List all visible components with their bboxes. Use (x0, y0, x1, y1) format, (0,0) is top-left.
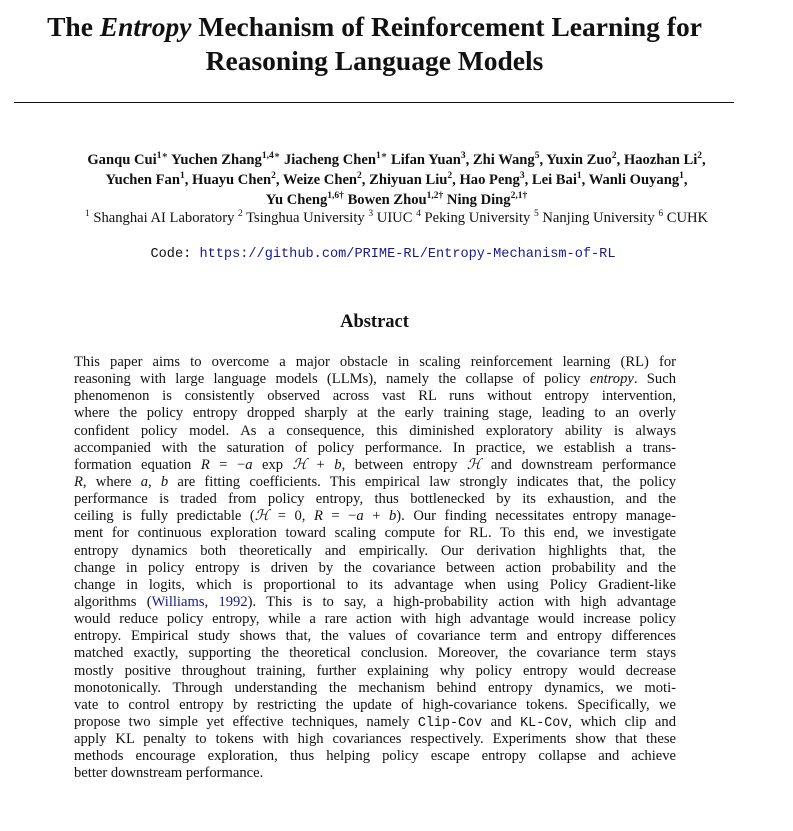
abstract-line: entropy. Empirical study shows that, the values of covariance term and entropy differences (74, 628, 676, 645)
author-name: Yuchen Zhang (171, 152, 262, 168)
paper-title (0, 10, 749, 78)
author-name: Wanli Ouyang (588, 172, 680, 188)
abstract-line: This paper aims to overcome a major obstacle in scaling reinforcement learning (RL) for (74, 354, 676, 370)
title-post: Mechanism of Reinforcement Learning for (191, 11, 702, 42)
author-name: Zhiyuan Liu (369, 172, 448, 188)
author-name: Huayu Chen (191, 172, 272, 188)
abstract-line: vate to control entropy by restricting the update of high-covariance tokens. Specifically, we (74, 696, 676, 713)
title-line-2: Reasoning Language Models (205, 45, 544, 76)
affiliation: $^5$ Nanjing University (533, 209, 655, 226)
abstract-line: change in policy entropy is driven by the covariance between action probability and the (74, 559, 676, 576)
author-affiliation-mark: 1,4∗ (261, 151, 281, 162)
math-symbol: a (245, 456, 253, 473)
abstract-line: monotonically. Through understanding the mechanism behind entropy dynamics, we moti- (74, 679, 676, 696)
author-name: Lei Bai (531, 172, 577, 188)
author: Lifan Yuan$^3$, (390, 151, 473, 168)
abstract-line: entropy dynamics both theoretically and empirically. Our derivation highlights that, the (74, 542, 676, 559)
author: Yuchen Fan$^1$, (105, 171, 192, 188)
author: Zhi Wang$^5$, (472, 151, 547, 168)
author-name: Haozhan Li (623, 152, 698, 168)
author: Hao Peng$^3$, (459, 171, 532, 188)
affiliation: $^6$ CUHK (658, 209, 709, 226)
author-affiliation-mark: 2 (611, 151, 617, 162)
author (348, 192, 447, 208)
abstract-line: reasoning with large language models (LLMs), namely the collapse of policy entropy. Such (74, 371, 676, 388)
math-symbol: R (313, 508, 323, 525)
abstract-line: accompanied with the saturation of policy performance. In practice, we establish a trans- (74, 439, 676, 456)
author-affiliation-mark: 1∗ (156, 151, 169, 162)
abstract-line: apply KL penalty to tokens with high covariances respectively. Experiments show that these (74, 731, 676, 748)
method-name: Clip-Cov (417, 715, 483, 731)
author-name: Zhi Wang (472, 152, 535, 168)
code-link-line (0, 245, 766, 265)
author-name: Yu Cheng (265, 192, 328, 208)
affiliation: $^1$ Shanghai AI Laboratory (84, 209, 235, 226)
title-line-1 (0, 10, 749, 44)
abstract-body (74, 354, 676, 783)
author-affiliation-mark: 2 (271, 171, 276, 182)
author-affiliation-mark: 3 (519, 171, 525, 182)
author-affiliation-mark: 5 (534, 151, 540, 162)
author-name: Bowen Zhou (347, 192, 427, 208)
author-affiliation-mark: 1,2† (426, 191, 444, 202)
author: Lei Bai$^1$, (531, 171, 589, 188)
abstract-heading: Abstract (340, 312, 409, 332)
math-symbol: b (160, 473, 169, 490)
affiliation-list (0, 208, 793, 228)
affiliation-number: 3 (368, 209, 374, 220)
abstract-line: phenomenon is consistently observed across vast RL runs without entropy intervention, (74, 388, 676, 405)
citation-link[interactable]: 1992 (218, 593, 248, 610)
author-name: Lifan Yuan (390, 152, 461, 168)
author-affiliation-mark: 2,1† (510, 191, 528, 202)
title-emphasis: Entropy (99, 11, 192, 42)
abstract-line: propose two simple yet effective techniques, namely Clip-Cov and KL-Cov, which clip and (74, 713, 677, 731)
abstract-line: better downstream performance. (74, 765, 264, 782)
abstract-line: mostly positive throughout training, further explaining why policy entropy would decrease (74, 662, 676, 679)
author-name: Yuxin Zuo (546, 152, 612, 168)
math-symbol: b (389, 508, 397, 525)
author-name: Ganqu Cui (87, 152, 157, 168)
author-name: Hao Peng (459, 172, 520, 188)
abstract-line: ment for continuous exploration toward scaling compute for RL. To this end, we investigate (74, 525, 676, 542)
author (447, 192, 527, 208)
author-affiliation-mark: 2 (447, 171, 453, 182)
affiliation: $^4$ Peking University (416, 209, 531, 226)
author-affiliation-mark: 3 (460, 151, 466, 162)
author: Huayu Chen$^2$, (191, 171, 283, 188)
math-symbol: R (74, 473, 83, 490)
affiliation-number: 6 (658, 209, 664, 220)
author-name: Yuchen Fan (105, 172, 180, 188)
title-rule (14, 102, 734, 103)
math-symbol: a (356, 508, 364, 525)
author: Weize Chen$^2$, (282, 171, 370, 188)
author (266, 192, 348, 208)
math-symbol: entropy (589, 371, 634, 388)
code-repository-link[interactable]: https://github.com/PRIME-RL/Entropy-Mechanism-of-RL (199, 247, 616, 262)
abstract-line: change in logits, which is proportional to its advantage when using Policy Gradient-like (74, 576, 676, 593)
abstract-line: algorithms (Williams, 1992). This is to say, a high-probability action with high advantage (74, 593, 677, 610)
abstract-line: methods encourage exploration, thus helping policy escape entropy collapse and achieve (74, 748, 676, 765)
affiliation-number: 2 (238, 209, 243, 220)
author (171, 152, 284, 168)
author-affiliation-mark: 1,6† (327, 191, 344, 202)
math-symbol: R (200, 456, 210, 473)
abstract-line: would reduce policy entropy, while a rare action with high advantage would increase policy (74, 611, 676, 628)
author (87, 152, 171, 168)
affiliation-number: 1 (84, 209, 90, 220)
affiliation: $^3$ UIUC (368, 209, 413, 226)
author: Wanli Ouyang$^1$, (588, 171, 688, 188)
abstract-line: R, where a, b are fitting coefficients. This empirical law strongly indicates that, the policy (74, 473, 676, 490)
citation-link[interactable]: Williams (151, 593, 205, 610)
author: Zhiyuan Liu$^2$, (369, 171, 460, 188)
code-label: Code: (150, 247, 192, 262)
math-symbol: a (140, 473, 148, 490)
author-line-1 (0, 150, 793, 170)
abstract-line: matched exactly, supporting the theoretical conclusion. Moreover, the covariance term stays (74, 645, 676, 662)
abstract-line: confident policy model. As a consequence, this diminished exploratory ability is always (74, 422, 676, 439)
author-affiliation-mark: 1 (179, 171, 185, 182)
author-line-2 (0, 170, 793, 190)
author-affiliation-mark: 1∗ (375, 151, 388, 162)
author: Yuxin Zuo$^2$, (546, 151, 624, 168)
math-symbol: b (334, 456, 342, 473)
abstract-line: performance is traded from policy entropy, thus bottlenecked by its exhaustion, and the (74, 491, 676, 508)
author-affiliation-mark: 1 (576, 171, 582, 182)
math-symbol: ℋ (254, 508, 270, 525)
author-affiliation-mark: 2 (357, 171, 362, 182)
method-name: KL-Cov (520, 715, 569, 731)
math-symbol: ℋ (466, 456, 482, 473)
author-name: Ning Ding (446, 192, 511, 208)
author-list (0, 150, 793, 210)
abstract-line: where the policy entropy dropped sharply at the early training stage, leading to an overly (74, 405, 676, 422)
author-affiliation-mark: 2 (697, 151, 703, 162)
affiliation-number: 4 (416, 209, 421, 220)
author-name: Weize Chen (282, 172, 358, 188)
title-pre: The (47, 11, 100, 42)
author: Haozhan Li$^2$, (623, 151, 706, 168)
author-affiliation-mark: 1 (679, 171, 684, 182)
author-name: Jiacheng Chen (283, 152, 376, 168)
affiliation-number: 5 (533, 209, 539, 220)
author (284, 152, 391, 168)
affiliation: $^2$ Tsinghua University (238, 209, 365, 226)
abstract-line: ceiling is fully predictable (ℋ = 0, R = −a + b). Our finding necessitates entropy manage- (74, 508, 676, 525)
abstract-line: formation equation R = −a exp ℋ + b, between entropy ℋ and downstream performance (74, 456, 676, 473)
author-line-3 (0, 190, 793, 210)
math-symbol: ℋ (292, 456, 308, 473)
